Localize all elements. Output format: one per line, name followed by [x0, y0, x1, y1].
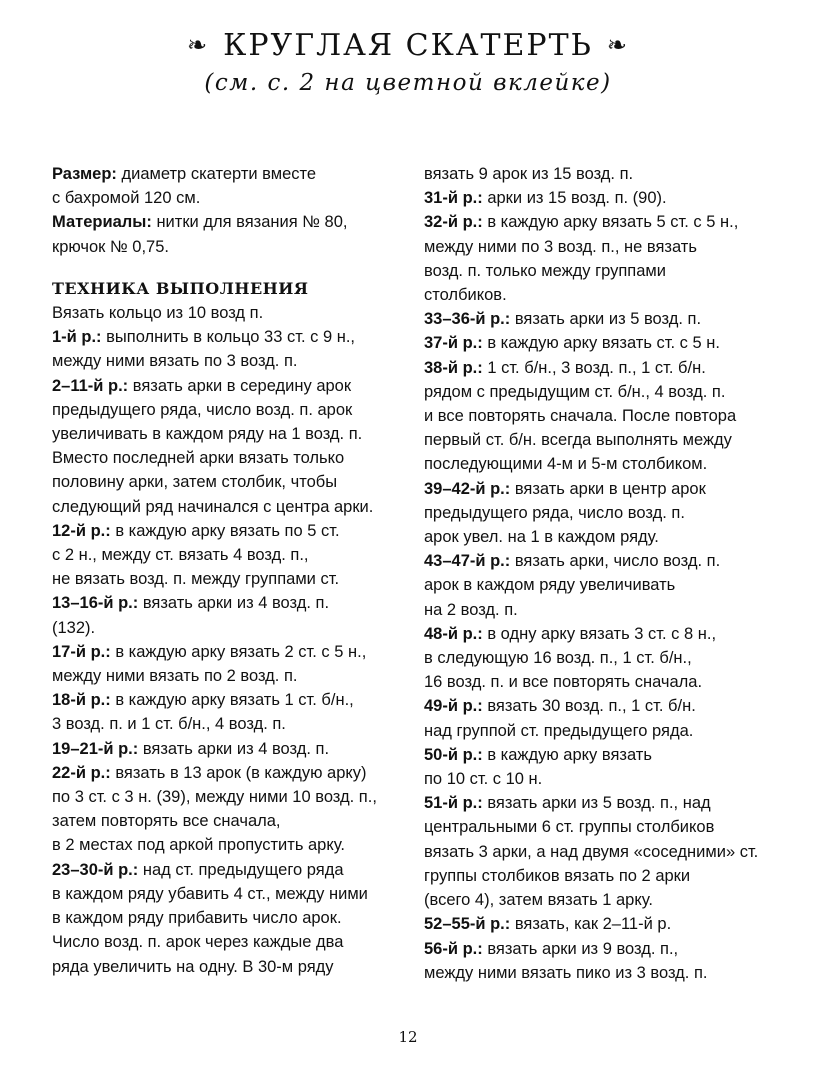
row-label: 37-й р.:: [424, 334, 483, 353]
title-text: КРУГЛАЯ СКАТЕРТЬ: [223, 28, 593, 63]
row-text: следующий ряд начинался с центра арки.: [52, 497, 374, 516]
row-label: 39–42-й р.:: [424, 479, 511, 498]
row-label: 12-й р.:: [52, 521, 111, 540]
row-label: 38-й р.:: [424, 358, 483, 377]
row-instruction: [424, 549, 784, 622]
row-text: увеличивать в каждом ряду на 1 возд. п.: [52, 425, 363, 444]
size-text: с бахромой 120 см.: [52, 189, 201, 208]
row-text: вязать арки из 9 возд. п.,: [482, 939, 679, 958]
row-instruction: [424, 210, 784, 307]
section-heading: ТЕХНИКА ВЫПОЛНЕНИЯ: [52, 278, 309, 298]
row-instruction: [52, 591, 412, 639]
row-label: 2–11-й р.:: [52, 376, 129, 395]
row-text: возд. п. только между группами: [424, 261, 666, 280]
row-instruction: [424, 622, 784, 695]
row-instruction: [52, 374, 412, 519]
materials-label: Материалы:: [52, 213, 152, 232]
row-label: 17-й р.:: [52, 642, 111, 661]
row-text: центральными 6 ст. группы столбиков: [424, 818, 715, 837]
row-label: 33–36-й р.:: [424, 310, 511, 329]
row-text: между ними вязать пико из 3 возд. п.: [424, 963, 708, 982]
row-text: в следующую 16 возд. п., 1 ст. б/н.,: [424, 649, 692, 668]
row-text: в каждую арку вязать 1 ст. б/н.,: [110, 691, 354, 710]
row-text: последующими 4-м и 5-м столбиком.: [424, 455, 708, 474]
row-text: (132).: [52, 618, 96, 637]
row-instruction: [424, 186, 784, 210]
row-instruction: [424, 331, 784, 355]
row-text: вязать арки из 4 возд. п.: [138, 594, 330, 613]
row-instruction: [52, 640, 412, 688]
size-label: Размер:: [52, 165, 117, 183]
row-text: не вязать возд. п. между группами ст.: [52, 570, 340, 589]
row-text: над ст. предыдущего ряда: [138, 860, 344, 879]
right-column: [424, 162, 784, 985]
row-text: между ними вязать по 2 возд. п.: [52, 667, 298, 686]
row-text: (всего 4), затем вязать 1 арку.: [424, 891, 653, 910]
row-text: вязать, как 2–11-й р.: [510, 915, 672, 934]
row-instruction: [424, 937, 784, 985]
row-text: вязать 30 возд. п., 1 ст. б/н.: [482, 697, 696, 716]
row-instruction: [424, 694, 784, 742]
row-text: в каждую арку вязать 2 ст. с 5 н.,: [110, 642, 367, 661]
row-text: вязать 3 арки, а над двумя «соседними» ст.: [424, 842, 759, 861]
row-text: половину арки, затем столбик, чтобы: [52, 473, 338, 492]
row-text: арок увел. на 1 в каждом ряду.: [424, 528, 659, 547]
row-text: между ними по 3 возд. п., не вязать: [424, 237, 697, 256]
row-label: 13–16-й р.:: [52, 594, 139, 613]
row-instruction: [424, 791, 784, 912]
row-text: предыдущего ряда, число возд. п.: [424, 503, 685, 522]
row-text: Вместо последней арки вязать только: [52, 449, 345, 468]
row-label: 48-й р.:: [424, 624, 483, 643]
row-text: в каждую арку вязать по 5 ст.: [110, 521, 340, 540]
leaf-ornament-icon: ❧: [606, 31, 629, 59]
row-text: вязать арки из 4 возд. п.: [138, 739, 330, 758]
row-instruction: [424, 307, 784, 331]
row-text: в каждом ряду прибавить число арок.: [52, 909, 342, 928]
materials-text: нитки для вязания № 80,: [151, 213, 348, 232]
size-paragraph: [52, 162, 412, 210]
page-title: [0, 28, 816, 63]
row-text: в каждую арку вязать: [482, 745, 652, 764]
row-instruction: [52, 688, 412, 736]
row-label: 18-й р.:: [52, 691, 111, 710]
materials-paragraph: [52, 210, 412, 258]
row-instruction: [424, 912, 784, 936]
row-label: 49-й р.:: [424, 697, 483, 716]
row-text: между ними вязать по 3 возд. п.: [52, 352, 298, 371]
row-instruction: [424, 477, 784, 550]
intro-text: Вязать кольцо из 10 возд п.: [52, 304, 264, 323]
row-text: арки из 15 возд. п. (90).: [482, 189, 667, 208]
row-label: 19–21-й р.:: [52, 739, 139, 758]
row-text: вязать арки в центр арок: [510, 479, 706, 498]
row-instruction: [52, 858, 412, 979]
row-instruction: [52, 737, 412, 761]
row-text: вязать арки из 5 возд. п.: [510, 310, 702, 329]
row-text: арок в каждом ряду увеличивать: [424, 576, 676, 595]
row-text: в каждую арку вязать ст. с 5 н.: [482, 334, 720, 353]
row-label: 23–30-й р.:: [52, 860, 139, 879]
leaf-ornament-icon: ❧: [187, 31, 210, 59]
row-instruction: [424, 162, 784, 186]
row-instruction: [424, 356, 784, 477]
row-text: вязать арки, число возд. п.: [510, 552, 721, 571]
row-text: Число возд. п. арок через каждые два: [52, 933, 344, 952]
row-text: ряда увеличить на одну. В 30-м ряду: [52, 957, 334, 976]
left-column: [52, 162, 412, 979]
row-label: 51-й р.:: [424, 794, 483, 813]
row-text: 1 ст. б/н., 3 возд. п., 1 ст. б/н.: [482, 358, 706, 377]
row-text: 3 возд. п. и 1 ст. б/н., 4 возд. п.: [52, 715, 286, 734]
intro-paragraph: [52, 301, 412, 325]
row-label: 1-й р.:: [52, 328, 102, 347]
row-text: выполнить в кольцо 33 ст. с 9 н.,: [101, 328, 355, 347]
row-text: в одну арку вязать 3 ст. с 8 н.,: [482, 624, 717, 643]
row-text: по 10 ст. с 10 н.: [424, 770, 543, 789]
row-text: в каждую арку вязать 5 ст. с 5 н.,: [482, 213, 739, 232]
row-text: предыдущего ряда, число возд. п. арок: [52, 400, 353, 419]
row-text: вязать в 13 арок (в каждую арку): [110, 763, 367, 782]
row-label: 50-й р.:: [424, 745, 483, 764]
row-text: на 2 возд. п.: [424, 600, 518, 619]
row-text: с 2 н., между ст. вязать 4 возд. п.,: [52, 546, 309, 565]
row-text: в каждом ряду убавить 4 ст., между ними: [52, 884, 368, 903]
row-instruction: [52, 519, 412, 592]
row-instruction: [424, 743, 784, 791]
row-text: вязать 9 арок из 15 возд. п.: [424, 165, 634, 183]
row-text: в 2 местах под аркой пропустить арку.: [52, 836, 345, 855]
materials-text: крючок № 0,75.: [52, 237, 169, 256]
row-label: 22-й р.:: [52, 763, 111, 782]
row-text: 16 возд. п. и все повторять сначала.: [424, 673, 703, 692]
size-text: диаметр скатерти вместе: [116, 165, 317, 183]
row-label: 32-й р.:: [424, 213, 483, 232]
row-text: столбиков.: [424, 286, 507, 305]
row-text: вязать арки в середину арок: [128, 376, 352, 395]
row-text: затем повторять все сначала,: [52, 812, 281, 831]
row-text: группы столбиков вязать по 2 арки: [424, 866, 691, 885]
row-instruction: [52, 761, 412, 858]
row-text: и все повторять сначала. После повтора: [424, 407, 737, 426]
row-text: рядом с предыдущим ст. б/н., 4 возд. п.: [424, 382, 726, 401]
row-label: 52–55-й р.:: [424, 915, 511, 934]
page-number: 12: [398, 1028, 418, 1046]
row-label: 31-й р.:: [424, 189, 483, 208]
page-subtitle: (см. с. 2 на цветной вклейке): [204, 70, 612, 96]
row-text: первый ст. б/н. всегда выполнять между: [424, 431, 732, 450]
row-instruction: [52, 325, 412, 373]
row-label: 56-й р.:: [424, 939, 483, 958]
row-text: по 3 ст. с 3 н. (39), между ними 10 возд. п.,: [52, 788, 377, 807]
row-label: 43–47-й р.:: [424, 552, 511, 571]
row-text: вязать арки из 5 возд. п., над: [482, 794, 711, 813]
row-text: над группой ст. предыдущего ряда.: [424, 721, 694, 740]
